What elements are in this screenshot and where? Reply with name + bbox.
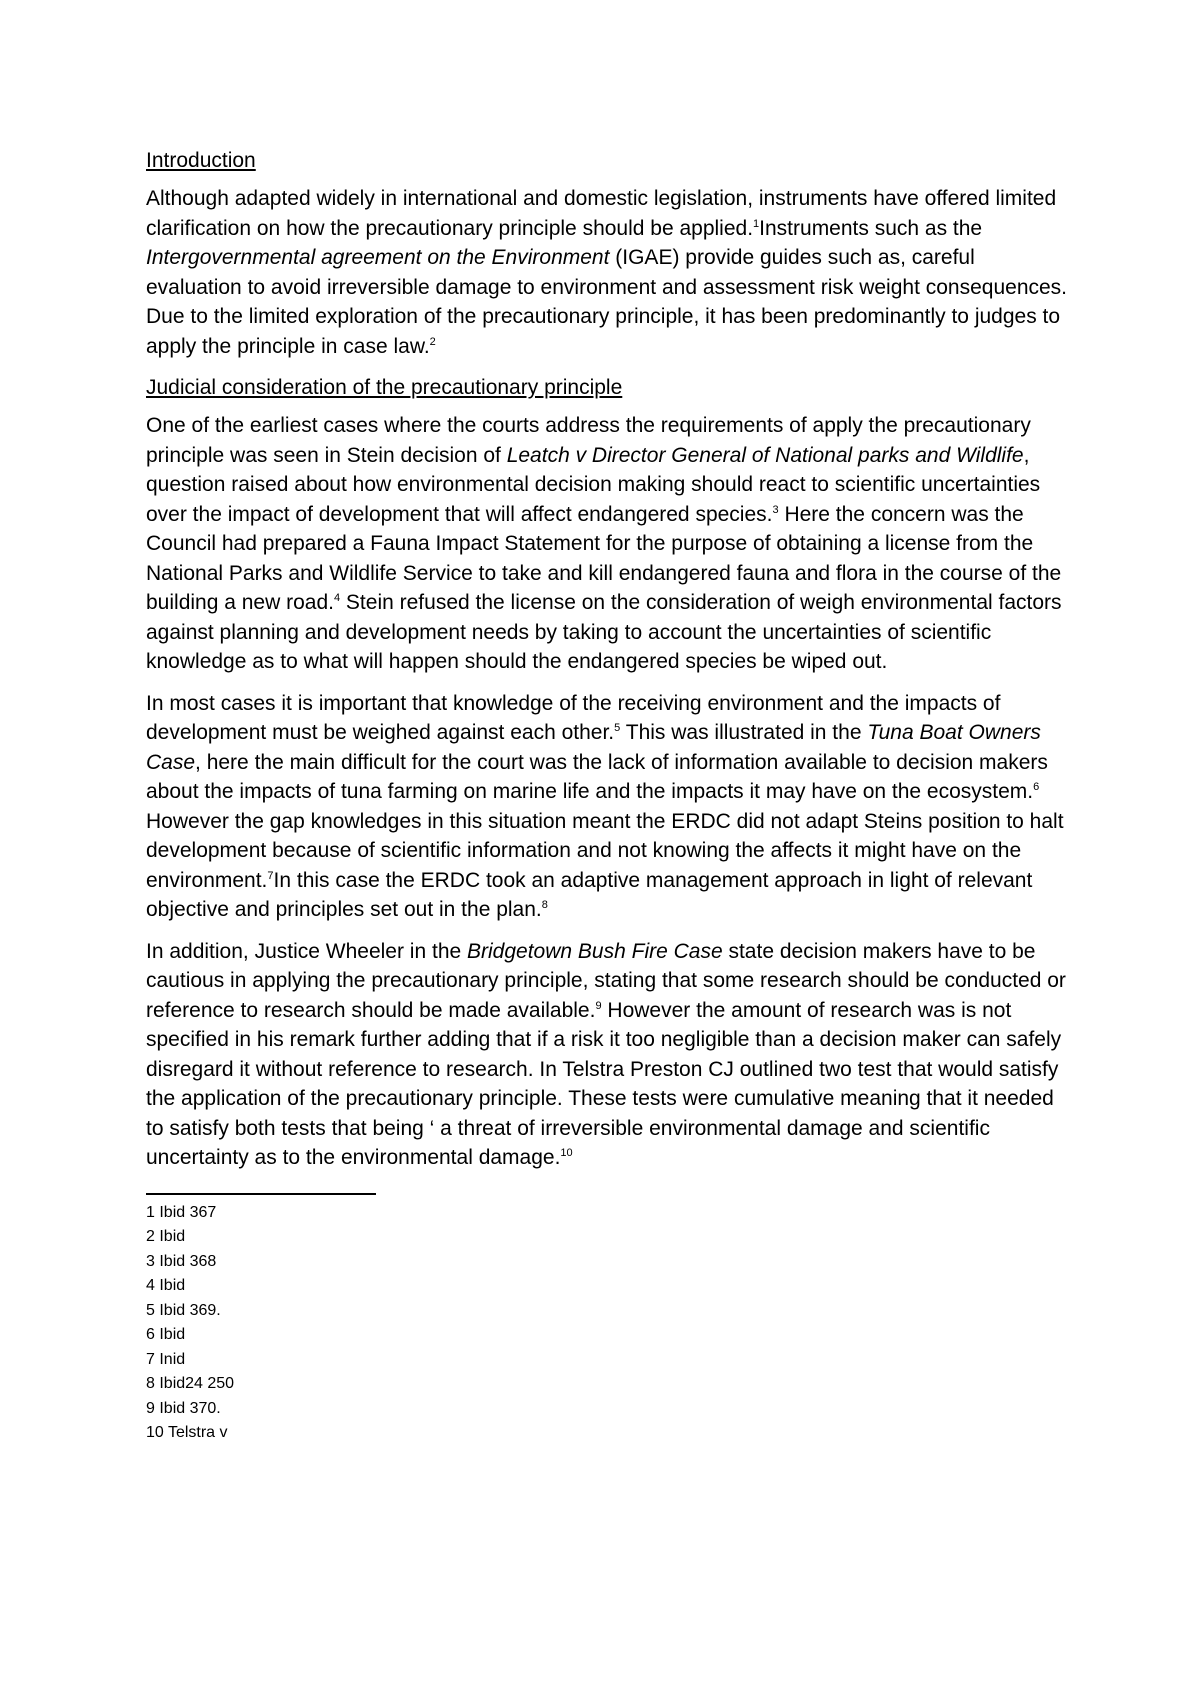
heading-judicial-consideration: Judicial consideration of the precautionary principle bbox=[146, 376, 623, 399]
text-segment: Here the concern was the Council had prepared a Fauna Impact Statement for the purpose of obtaining a license from the National Parks and Wildlife Service to take and kill endangered fauna and flora in the course of the building a new road. bbox=[146, 502, 1062, 614]
footnote-item: 8 Ibid24 250 bbox=[146, 1375, 235, 1392]
paragraph-tuna-boat bbox=[146, 689, 1076, 925]
footnote-item: 5 Ibid 369. bbox=[146, 1301, 221, 1319]
text-segment: One of the earliest cases where the courts address the requirements of apply the precautionary principle was seen in Stein decision of bbox=[146, 414, 1031, 467]
document-page bbox=[146, 146, 1076, 1446]
footnote-item: 4 Ibid bbox=[146, 1277, 186, 1294]
text-segment: , question raised about how environmental decision making should react to scientific uncertainties over the impact of development that will affect endangered species. bbox=[146, 443, 1041, 526]
footnote-item: 6 Ibid bbox=[146, 1326, 186, 1343]
footnote-ref-9[interactable]: 9 bbox=[595, 999, 602, 1012]
footnote-item: 10 Telstra v bbox=[146, 1424, 228, 1441]
text-segment: Stein refused the license on the consideration of weigh environmental factors against planning and development needs by taking to account the uncertainties of scientific knowledge as to what will happen should the endangered species be wiped out. bbox=[146, 591, 1062, 673]
footnote-ref-1[interactable]: 1 bbox=[753, 217, 760, 230]
text-segment: (IGAE) provide guides such as, careful evaluation to avoid irreversible damage to environment and assessment risk weight consequences. Due to the limited exploration of the precautionary principle, it has been predominantly to judges to apply the principle in case law. bbox=[146, 246, 1068, 358]
text-segment: In this case the ERDC took an adaptive management approach in light of relevant objective and principles set out in the plan. bbox=[146, 868, 1033, 921]
footnote-ref-2[interactable]: 2 bbox=[429, 335, 436, 348]
footnote-ref-3[interactable]: 3 bbox=[772, 503, 779, 516]
footnote-ref-8[interactable]: 8 bbox=[541, 899, 548, 911]
footnote-separator bbox=[146, 1193, 376, 1195]
paragraph-introduction bbox=[146, 184, 1076, 361]
footnote-ref-7[interactable]: 7 bbox=[267, 869, 274, 882]
italic-case-tuna-boat: Tuna Boat Owners Case bbox=[146, 721, 1041, 774]
text-segment: Although adapted widely in international and domestic legislation, instruments have offered limited clarification on how the precautionary principle should be applied. bbox=[146, 187, 1057, 240]
footnote-item: 7 Inid bbox=[146, 1350, 186, 1368]
text-segment: However the gap knowledges in this situation meant the ERDC did not adapt Steins position to halt development because of scientific information and not knowing the affects it might have on the environment. bbox=[146, 809, 1064, 892]
footnote-item: 9 Ibid 370. bbox=[146, 1399, 221, 1417]
italic-title-igae: Intergovernmental agreement on the Environment bbox=[146, 246, 610, 269]
italic-case-leatch: Leatch v Director General of National parks and Wildlife bbox=[506, 443, 1024, 467]
footnote-ref-4[interactable]: 4 bbox=[333, 592, 341, 604]
paragraph-leatch bbox=[146, 411, 1076, 677]
footnotes-list bbox=[146, 1201, 1076, 1446]
heading-introduction: Introduction bbox=[146, 149, 256, 172]
text-segment: Instruments such as the bbox=[759, 216, 983, 240]
footnote-item: 1 Ibid 367 bbox=[146, 1203, 217, 1221]
footnote-ref-5[interactable]: 5 bbox=[614, 722, 621, 734]
footnote-ref-6[interactable]: 6 bbox=[1033, 781, 1040, 793]
footnote-item: 3 Ibid 368 bbox=[146, 1252, 217, 1270]
footnote-item: 2 Ibid bbox=[146, 1228, 186, 1245]
footnote-ref-10[interactable]: 10 bbox=[560, 1147, 573, 1159]
paragraph-bridgetown bbox=[146, 937, 1076, 1173]
text-segment: state decision makers have to be cautious in applying the precautionary principle, stating that some research should be conducted or reference to research should be made available. bbox=[146, 939, 1066, 1022]
text-segment: , here the main difficult for the court was the lack of information available to decision makers about the impacts of tuna farming on marine life and the impacts it may have on the ecosystem. bbox=[146, 750, 1048, 803]
text-segment: In most cases it is important that knowledge of the receiving environment and the impacts of development must be weighed against each other. bbox=[146, 691, 1001, 744]
text-segment: In addition, Justice Wheeler in the bbox=[146, 939, 468, 963]
italic-case-bridgetown: Bridgetown Bush Fire Case bbox=[467, 939, 723, 963]
text-segment: This was illustrated in the bbox=[620, 721, 868, 744]
text-segment: However the amount of research was is not specified in his remark further adding that if a risk it too negligible than a decision maker can safely disregard it without reference to research. In Telstra Preston CJ outlined two test that would satisfy the application of the precautionary principle. These tests were cumulative meaning that it needed to satisfy both tests that being ‘ a threat of irreversible environmental damage and scientific uncertainty as to the environmental damage. bbox=[146, 998, 1062, 1169]
